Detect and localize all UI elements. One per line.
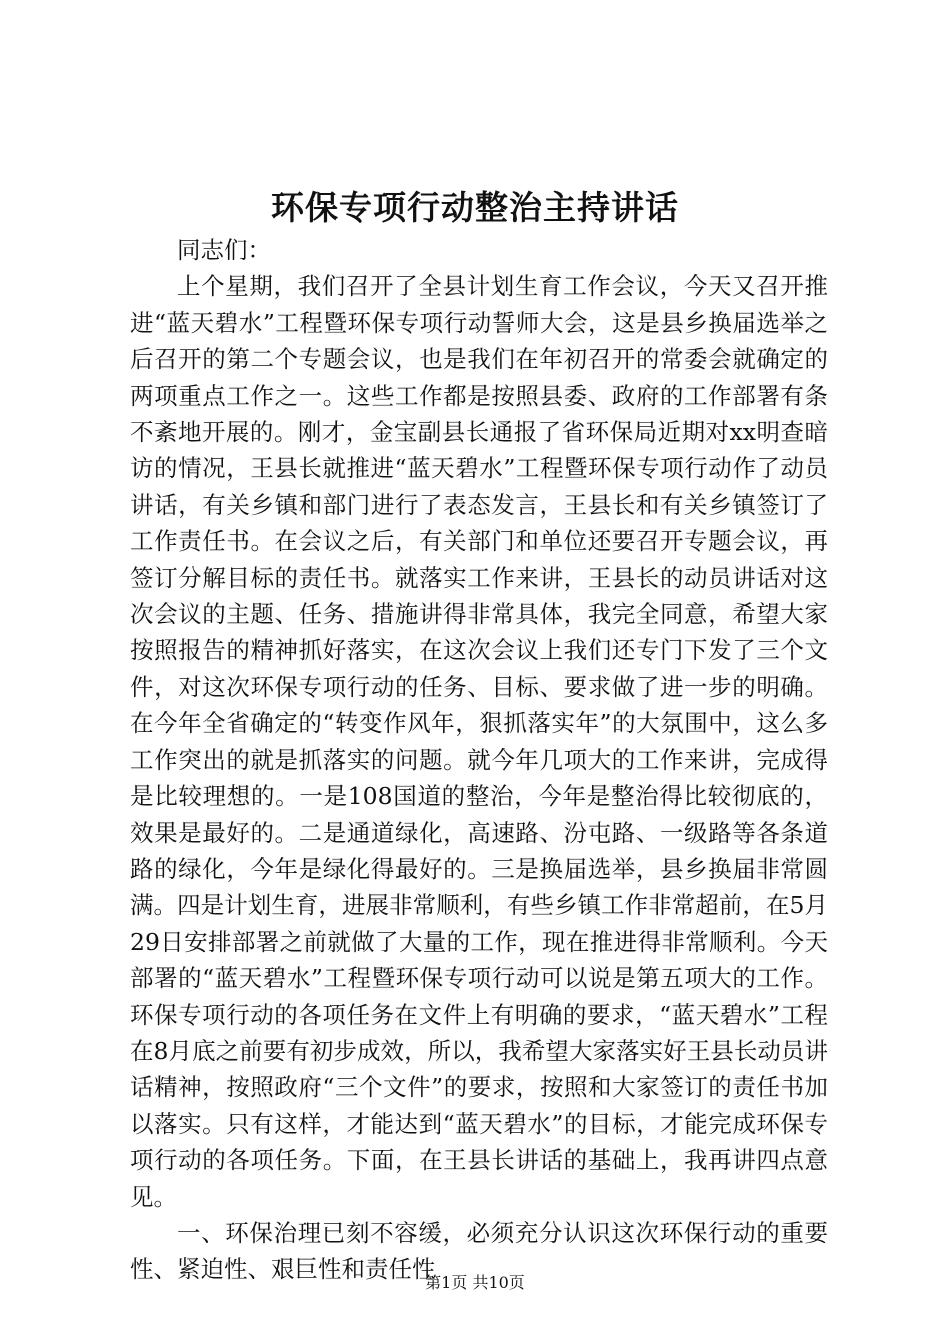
page-number: 第1页 共10页 [425,1273,525,1292]
document-body [130,232,828,1288]
salutation: 同志们： [177,236,271,264]
paragraph-2: 一、环保治理已刻不容缓，必须充分认识这次环保行动的重要性、紧迫性、艰巨性和责任性 [130,1218,828,1284]
document-title: 环保专项行动整治主持讲话 [271,188,679,227]
paragraph-1: 上个星期，我们召开了全县计划生育工作会议，今天又召开推进“蓝天碧水”工程暨环保专项行动誓师大会，这是县乡换届选举之后召开的第二个专题会议，也是我们在年初召开的常委会就确定的两项重点工作之一。这些工作都是按照县委、政府的工作部署有条不紊地开展的。刚才，金宝副县长通报了省环保局近期对xx明查暗访的情况，王县长就推进“蓝天碧水”工程暨环保专项行动作了动员讲话，有关乡镇和部门进行了表态发言，王县长和有关乡镇签订了工作责任书。在会议之后，有关部门和单位还要召开专题会议，再签订分解目标的责任书。就落实工作来讲，王县长的动员讲话对这次会议的主题、任务、措施讲得非常具体，我完全同意，希望大家按照报告的精神抓好落实，在这次会议上我们还专门下发了三个文件，对这次环保专项行动的任务、目标、要求做了进一步的明确。在今年全省确定的“转变作风年，狠抓落实年”的大氛围中，这么多工作突出的就是抓落实的问题。就今年几项大的工作来讲，完成得是比较理想的。一是108国道的整治，今年是整治得比较彻底的，效果是最好的。二是通道绿化，高速路、汾屯路、一级路等各条道路的绿化，今年是绿化得最好的。三是换届选举，县乡换届非常圆满。四是计划生育，进展非常顺利，有些乡镇工作非常超前，在5月29日安排部署之前就做了大量的工作，现在推进得非常顺利。今天部署的“蓝天碧水”工程暨环保专项行动可以说是第五项大的工作。环保专项行动的各项任务在文件上有明确的要求，“蓝天碧水”工程在8月底之前要有初步成效，所以，我希望大家落实好王县长动员讲话精神，按照政府“三个文件”的要求，按照和大家签订的责任书加以落实。只有这样，才能达到“蓝天碧水”的目标，才能完成环保专项行动的各项任务。下面，在王县长讲话的基础上，我再讲四点意见。 [130,272,828,1211]
